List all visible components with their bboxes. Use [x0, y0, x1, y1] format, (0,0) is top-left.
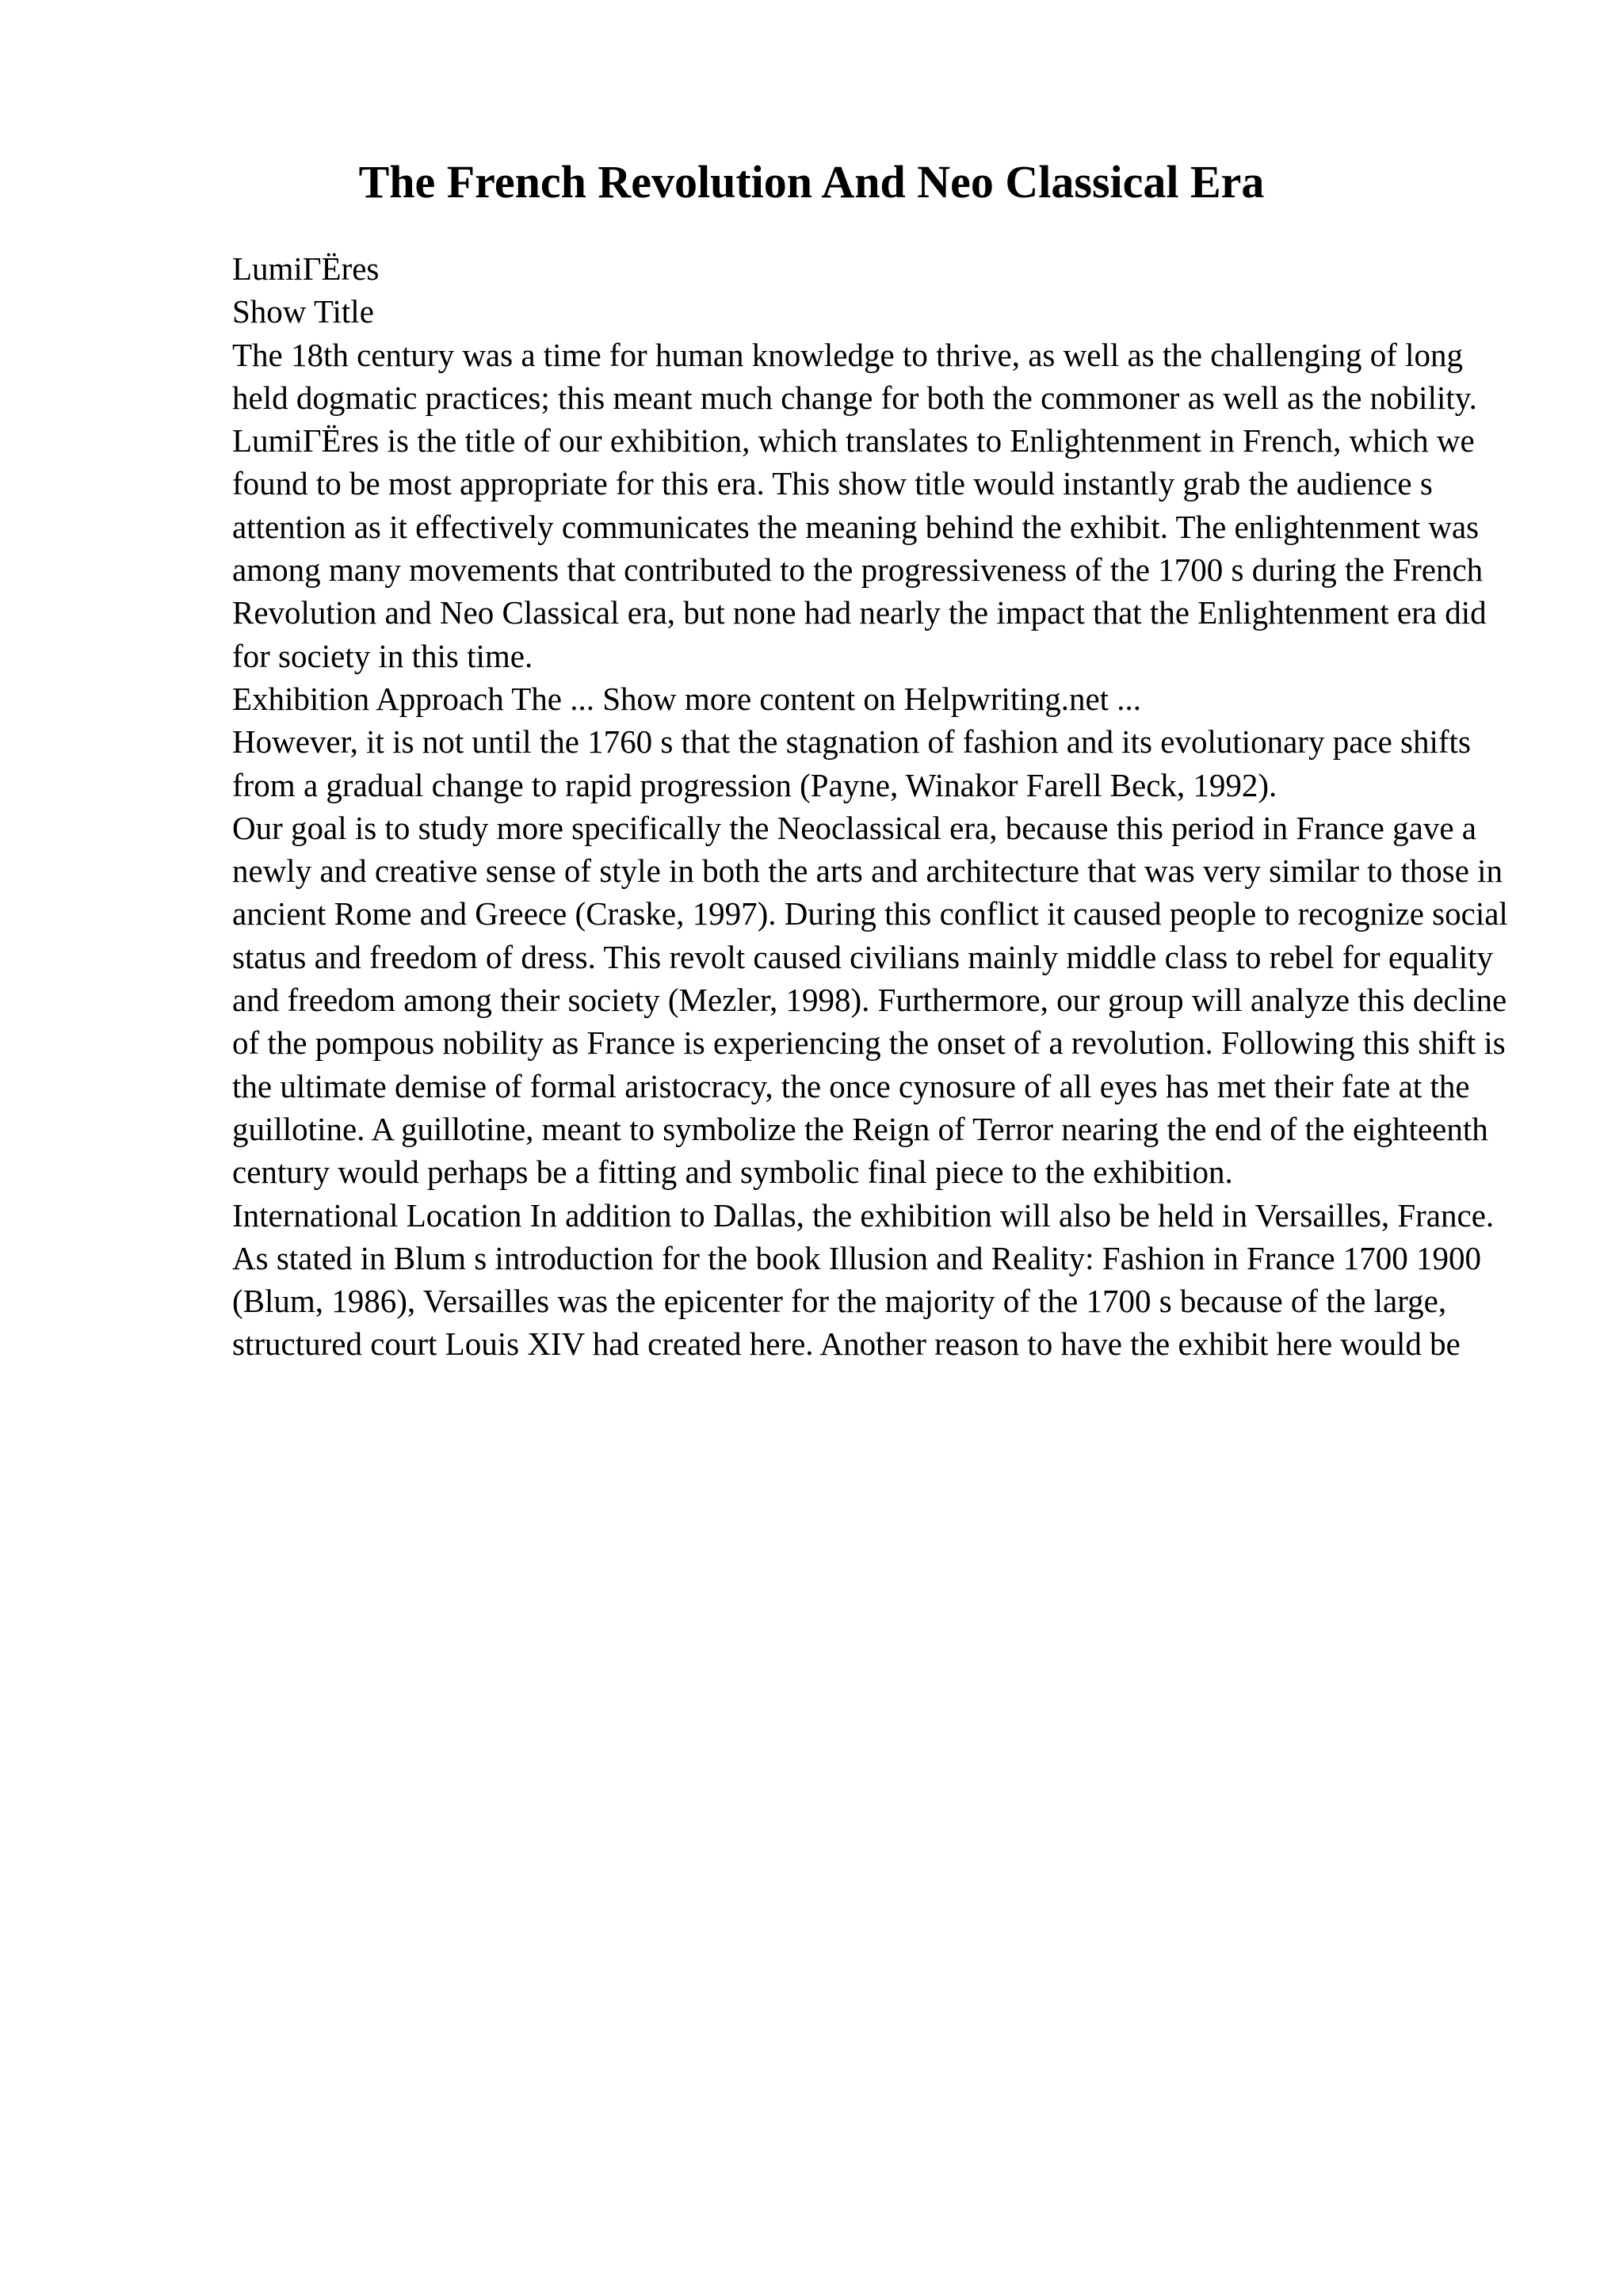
paragraph-international-location: International Location In addition to Dallas, the exhibition will also be held in Versailles, France.	[232, 1196, 1495, 1234]
document-body	[232, 247, 1508, 1366]
paragraph-intro: The 18th century was a time for human knowledge to thrive, as well as the challenging of long held dogmatic practices; this meant much change for both the commoner as well as the nobility. LumiΓËres is the title of our exhibition, which translates to Enlightenment in French, which we found to be most appropriate for this era. This show title would instantly grab the audience s attention as it effectively communicates the meaning behind the exhibit. The enlightenment was among many movements that contributed to the progressiveness of the 1700 s during the French Revolution and Neo Classical era, but none had nearly the impact that the Enlightenment era did for society in this time.	[232, 336, 1487, 674]
paragraph-exhibition-approach: Exhibition Approach The ... Show more content on Helpwriting.net ...	[232, 680, 1142, 717]
paragraph-heading-lumieres: LumiΓËres	[232, 250, 380, 287]
paragraph-fashion-pace: However, it is not until the 1760 s that the stagnation of fashion and its evolutionary pace shifts from a gradual change to rapid progression (Payne, Winakor Farell Beck, 1992).	[232, 723, 1471, 803]
paragraph-goal: Our goal is to study more specifically the Neoclassical era, because this period in France gave a newly and creative sense of style in both the arts and architecture that was very similar to those in ancient Rome and Greece (Craske, 1997). During this conflict it caused people to recognize social status and freedom of dress. This revolt caused civilians mainly middle class to rebel for equality and freedom among their society (Mezler, 1998). Furthermore, our group will analyze this decline of the pompous nobility as France is experiencing the onset of a revolution. Following this shift is the ultimate demise of formal aristocracy, the once cynosure of all eyes has met their fate at the guillotine. A guillotine, meant to symbolize the Reign of Terror nearing the end of the eighteenth century would perhaps be a fitting and symbolic final piece to the exhibition.	[232, 809, 1508, 1191]
paragraph-versailles: As stated in Blum s introduction for the book Illusion and Reality: Fashion in France 1700 1900 (Blum, 1986), Versailles was the epicenter for the majority of the 1700 s because of the large, structured court Louis XIV had created here. Another reason to have the exhibit here would be	[232, 1239, 1482, 1363]
document-title: The French Revolution And Neo Classical Era	[358, 156, 1265, 208]
paragraph-show-title: Show Title	[232, 293, 374, 330]
